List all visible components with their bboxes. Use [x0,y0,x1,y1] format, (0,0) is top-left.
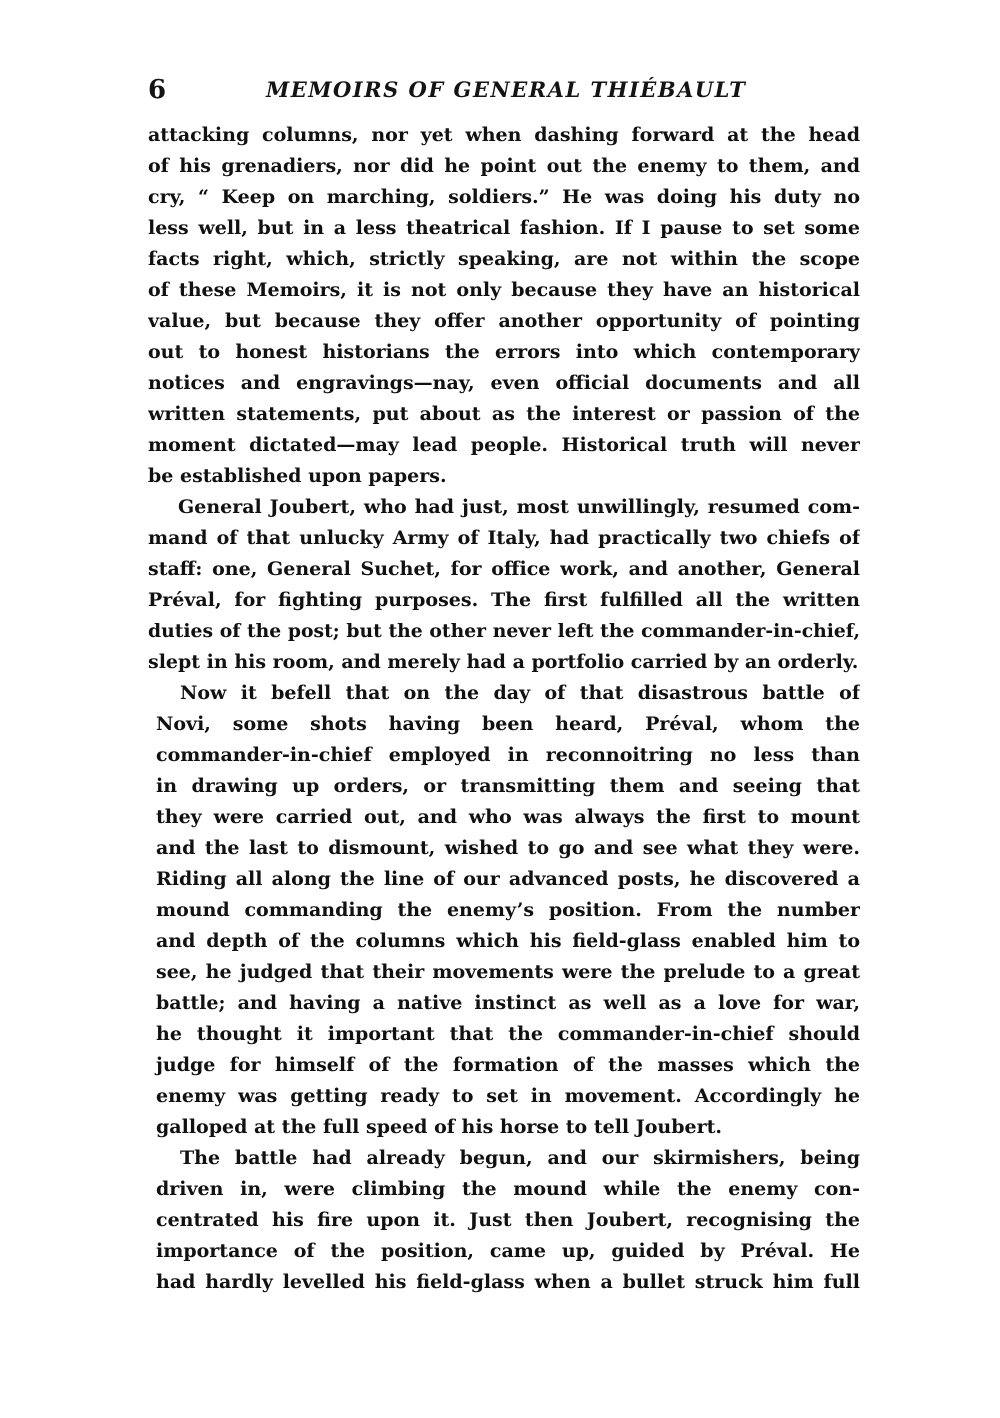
text-line: The battle had already begun, and our skirmishers, being [180,1147,860,1169]
page-number: 6 [148,75,167,105]
text-line: duties of the post; but the other never left the commander-in-chief, [148,620,860,642]
text-line: importance of the position, came up, guided by Préval. He [156,1240,860,1262]
text-line: commander-in-chief employed in reconnoitring no less than [156,744,860,766]
text-line: General Joubert, who had just, most unwillingly, resumed com- [178,496,860,518]
text-line: of these Memoirs, it is not only because they have an historical [148,279,860,301]
paragraph-4 [148,1143,860,1298]
paragraph-1 [148,120,860,492]
text-line: mound commanding the enemy’s position. From the number [156,899,860,921]
text-line: out to honest historians the errors into which contemporary [148,341,860,363]
text-line: judge for himself of the formation of the masses which the [156,1054,860,1076]
text-line: staff: one, General Suchet, for office work, and another, General [148,558,860,580]
text-line: of his grenadiers, nor did he point out the enemy to them, and [148,155,860,177]
text-line: and depth of the columns which his field-glass enabled him to [156,930,860,952]
text-line: driven in, were climbing the mound while the enemy con- [156,1178,860,1200]
text-line: they were carried out, and who was always the first to mount [156,806,860,828]
running-title: MEMOIRS OF GENERAL THIÉBAULT [266,77,747,102]
text-line: Now it befell that on the day of that disastrous battle of [180,682,860,704]
text-line: had hardly levelled his field-glass when a bullet struck him full [156,1271,860,1293]
text-line: facts right, which, strictly speaking, are not within the scope [148,248,860,270]
text-line: written statements, put about as the interest or passion of the [148,403,860,425]
text-line: Riding all along the line of our advanced posts, he discovered a [156,868,860,890]
text-line: he thought it important that the commander-in-chief should [156,1023,860,1045]
text-line: Préval, for fighting purposes. The first fulfilled all the written [148,589,860,611]
text-line: less well, but in a less theatrical fashion. If I pause to set some [148,217,860,239]
text-line: moment dictated—may lead people. Historical truth will never [148,434,860,456]
text-line: attacking columns, nor yet when dashing forward at the head [148,124,860,146]
text-line: galloped at the full speed of his horse to tell Joubert. [156,1116,723,1138]
text-line: Novi, some shots having been heard, Préval, whom the [156,713,860,735]
text-line: centrated his fire upon it. Just then Joubert, recognising the [156,1209,860,1231]
text-line: slept in his room, and merely had a portfolio carried by an orderly. [148,651,859,673]
text-line: and the last to dismount, wished to go and see what they were. [156,837,860,859]
body-text [148,120,860,1298]
text-line: cry, “ Keep on marching, soldiers.” He was doing his duty no [148,186,860,208]
paragraph-2 [148,492,860,678]
text-line: mand of that unlucky Army of Italy, had practically two chiefs of [148,527,860,549]
text-line: notices and engravings—nay, even official documents and all [148,372,860,394]
running-head [148,72,828,108]
text-line: see, he judged that their movements were the prelude to a great [156,961,860,983]
text-line: enemy was getting ready to set in movement. Accordingly he [156,1085,860,1107]
text-line: in drawing up orders, or transmitting them and seeing that [156,775,860,797]
text-line: value, but because they offer another opportunity of pointing [148,310,860,332]
text-line: battle; and having a native instinct as well as a love for war, [156,992,860,1014]
text-line: be established upon papers. [148,465,447,487]
paragraph-3 [148,678,860,1143]
